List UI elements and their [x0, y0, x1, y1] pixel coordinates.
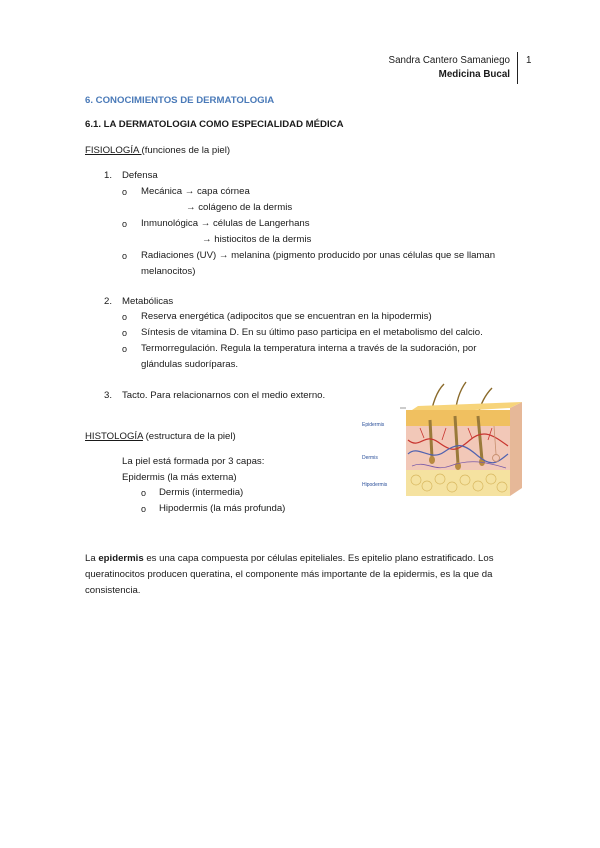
fisiologia-item-number: 3. — [104, 390, 113, 401]
histologia-layer-dermis: Dermis (intermedia) — [159, 487, 244, 498]
paragraph-body: es una capa compuesta por células epiteliales. Es epitelio plano estratificado. Los queratinocitos producen queratina, el componente más importante de la epidermis, es la que da consistencia. — [85, 553, 494, 596]
histologia-heading-note: (estructura de la piel) — [142, 431, 236, 442]
metabolicas-line: Termorregulación. Regula la temperatura interna a través de la sudoración, por — [141, 343, 477, 354]
fisiologia-heading — [85, 145, 230, 156]
bullet: o — [122, 312, 128, 322]
bullet: o — [122, 219, 128, 229]
fisiologia-item-metabolicas: Metabólicas — [122, 296, 174, 307]
subsection-title: 6.1. LA DERMATOLOGIA COMO ESPECIALIDAD MÉDICA — [85, 119, 344, 130]
defensa-line: Radiaciones (UV) → melanina (pigmento producido por unas células que se llaman — [141, 250, 496, 261]
header-divider — [517, 52, 518, 84]
block-side — [510, 402, 522, 496]
bullet: o — [141, 504, 147, 514]
epidermis-paragraph — [85, 551, 525, 599]
fisiologia-heading-label: FISIOLOGÍA — [85, 145, 142, 156]
defensa-line: → histiocitos de la dermis — [202, 234, 312, 245]
histologia-intro: La piel está formada por 3 capas: — [122, 456, 265, 467]
paragraph-prefix: La — [85, 553, 99, 564]
figure-label-epidermis: Epidermis — [362, 422, 385, 428]
bullet: o — [122, 328, 128, 338]
epidermis-layer — [406, 410, 510, 426]
metabolicas-line: Síntesis de vitamina D. En su último paso participa en el metabolismo del calcio. — [141, 327, 483, 338]
page-number: 1 — [526, 55, 532, 66]
bullet: o — [122, 187, 128, 197]
histologia-heading-label: HISTOLOGÍA — [85, 431, 143, 442]
skin-cross-section-figure — [360, 380, 525, 505]
metabolicas-line: glándulas sudoríparas. — [141, 359, 239, 370]
histologia-layer-hipodermis: Hipodermis (la más profunda) — [159, 503, 286, 514]
figure-label-dermis: Dermis — [362, 455, 378, 461]
metabolicas-line: Reserva energética (adipocitos que se encuentran en la hipodermis) — [141, 311, 432, 322]
bullet: o — [141, 488, 147, 498]
fisiologia-heading-note: (funciones de la piel) — [141, 145, 231, 156]
histologia-heading — [85, 431, 236, 442]
histologia-layer-epidermis: Epidermis (la más externa) — [122, 472, 237, 483]
fisiologia-item-defensa: Defensa — [122, 170, 158, 181]
fisiologia-item-number: 1. — [104, 170, 113, 181]
header-author: Sandra Cantero Samaniego — [388, 55, 510, 66]
bullet: o — [122, 251, 128, 261]
fisiologia-item-tacto: Tacto. Para relacionarnos con el medio externo. — [122, 390, 326, 401]
defensa-line: melanocitos) — [141, 266, 196, 277]
bullet: o — [122, 344, 128, 354]
hair-bulb — [429, 456, 435, 464]
defensa-line: Mecánica → capa córnea — [141, 186, 250, 197]
defensa-line: Inmunológica → células de Langerhans — [141, 218, 310, 229]
fisiologia-item-number: 2. — [104, 296, 113, 307]
figure-label-hipodermis: Hipodermis — [362, 482, 388, 488]
defensa-line: → colágeno de la dermis — [186, 202, 293, 213]
header-subject: Medicina Bucal — [438, 69, 510, 80]
paragraph-term: epidermis — [98, 553, 144, 564]
section-title: 6. CONOCIMIENTOS DE DERMATOLOGIA — [85, 95, 275, 106]
